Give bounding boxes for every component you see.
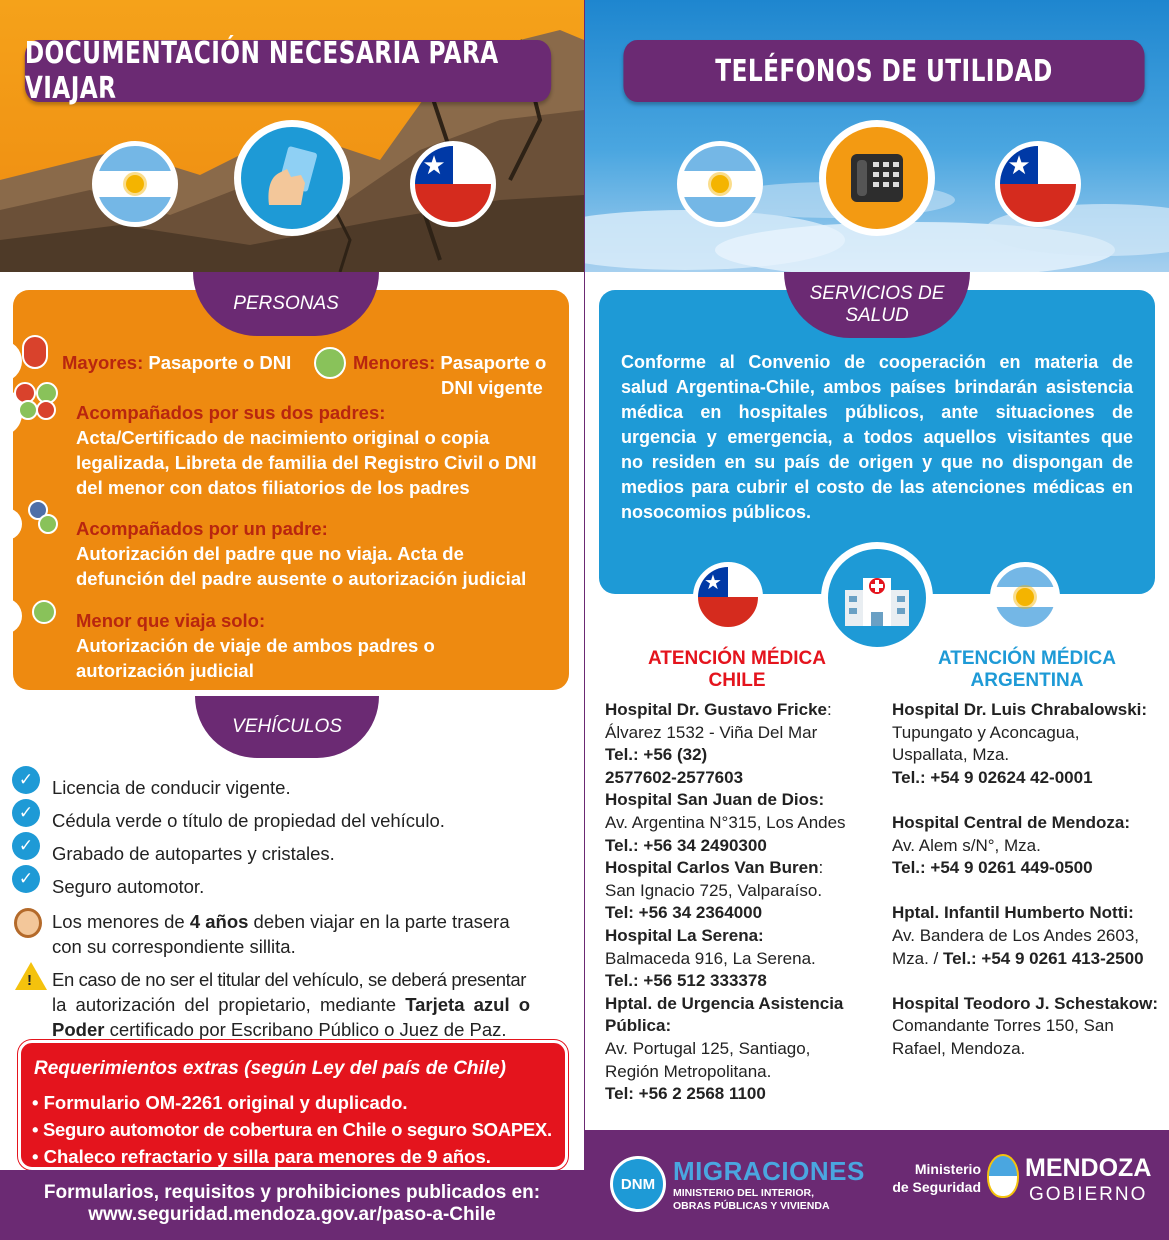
hospital-line: Hospital Dr. Luis Chrabalowski: (892, 700, 1148, 719)
item-2-label: Acompañados por un padre: (76, 518, 328, 539)
menores-rule: Los menores de 4 años deben viajar en la parte trasera (52, 911, 510, 932)
documentation-panel (0, 0, 584, 1240)
salud-pill: SERVICIOS DE SALUD (784, 272, 970, 338)
argentina-flag-icon (677, 141, 763, 227)
salud-line: salud Argentina-Chile, ambos países brindarán asistencia (621, 377, 1133, 397)
ministerio-seguridad: Ministerio de Seguridad (892, 1161, 981, 1195)
argentina-flag-icon (990, 562, 1060, 632)
footer-text: Formularios, requisitos y prohibiciones publicados en: (43, 1182, 541, 1203)
hospital-line: Av. Argentina N°315, Los Andes (605, 813, 846, 832)
warning-line: En caso de no ser el titular del vehículo, se deberá presentar (52, 969, 526, 990)
item-1-line: legalizada, Libreta de familia del Registro Civil o DNI (76, 452, 537, 473)
left-title: DOCUMENTACIÓN NECESARIA PARA VIAJAR (25, 40, 551, 102)
hospital-line: Balmaceda 916, La Serena. (605, 948, 816, 968)
salud-line: nosocomios públicos. (621, 502, 812, 522)
hospital-line: Tel.: +54 9 02624 42-0001 (892, 767, 1093, 787)
item-3-line: autorización judicial (76, 660, 254, 681)
hospital-line: Tel: +56 2 2568 1100 (605, 1084, 766, 1104)
check-icon: ✓ (12, 766, 40, 794)
vehicle-requirement: Grabado de autopartes y cristales. (52, 843, 335, 864)
check-icon: ✓ (12, 832, 40, 860)
check-icon: ✓ (12, 865, 40, 893)
adult-avatar-icon (22, 335, 48, 369)
child-avatar-icon (36, 400, 56, 420)
document-hand-icon (234, 120, 350, 236)
hospital-line: Tel.: +56 34 2490300 (605, 835, 767, 855)
item-2-line: Autorización del padre que no viaja. Acta de (76, 543, 464, 564)
hospital-line: Tel.: +56 (32) (605, 745, 708, 765)
hospital-line: Rafael, Mendoza. (892, 1039, 1026, 1058)
menores-line: Menores: Pasaporte o (353, 352, 547, 373)
hospital-line: Hospital San Juan de Dios: (605, 790, 825, 810)
child-avatar-icon (38, 514, 58, 534)
hospital-line: Comandante Torres 150, San (892, 1016, 1114, 1036)
hospital-line: Hptal. Infantil Humberto Notti: (892, 903, 1134, 923)
phones-panel (585, 0, 1169, 1240)
item-1-line: del menor con datos filiatorios de los padres (76, 477, 470, 498)
hospital-line: Álvarez 1532 - Viña Del Mar (605, 722, 818, 742)
chile-flag-icon: ★ (693, 562, 763, 632)
footer-link[interactable]: www.seguridad.mendoza.gov.ar/paso-a-Chile (88, 1204, 496, 1225)
hospital-line: San Ignacio 725, Valparaíso. (605, 880, 823, 900)
telephone-icon (819, 120, 935, 236)
warning-line-2: la autorización del propietario, mediante Tarjeta azul o (52, 994, 531, 1015)
hospital-line: Hptal. de Urgencia Asistencia (605, 993, 844, 1013)
hospital-line: Av. Portugal 125, Santiago, (605, 1039, 811, 1058)
salud-line: Conforme al Convenio de cooperación en materia de (621, 352, 1133, 372)
item-2-line: defunción del padre ausente o autorización judicial (76, 568, 527, 589)
hospital-line: Tel.: +56 512 333378 (605, 971, 767, 991)
item-1-label: Acompañados por sus dos padres: (76, 402, 386, 423)
hospital-line: Hospital Dr. Gustavo Fricke: (605, 700, 832, 719)
right-title: TELÉFONOS DE UTILIDAD (623, 40, 1144, 102)
ministerio-interior: MINISTERIO DEL INTERIOR, OBRAS PÚBLICAS Y VIVIENDA (673, 1187, 830, 1212)
left-footer (0, 1170, 584, 1240)
extras-title: Requerimientos extras (según Ley del país de Chile) (34, 1058, 506, 1079)
item-1-line: Acta/Certificado de nacimiento original o copia (76, 427, 490, 448)
mayores-line: Mayores: Pasaporte o DNI (62, 352, 292, 373)
mendoza-shield-icon (987, 1154, 1019, 1198)
hospital-line: Hospital Teodoro J. Schestakow: (892, 993, 1159, 1013)
hospital-line: Hospital Carlos Van Buren: (605, 858, 824, 878)
salud-line: medios para cubrir el costo de las atenciones médicas en (621, 477, 1133, 497)
chile-heading: ATENCIÓN MÉDICA CHILE (647, 648, 827, 691)
warning-mark: ! (27, 972, 32, 989)
hospital-icon (821, 542, 933, 654)
hospital-line: Pública: (605, 1016, 672, 1036)
item-3-label: Menor que viaja solo: (76, 610, 266, 631)
migraciones-logo: MIGRACIONES (673, 1156, 865, 1186)
vehicle-requirement: Seguro automotor. (52, 876, 205, 897)
personas-pill: PERSONAS (193, 272, 379, 336)
hospital-line: Hospital Central de Mendoza: (892, 813, 1131, 832)
hospital-line: Hospital La Serena: (605, 926, 764, 945)
extras-item: • Seguro automotor de cobertura en Chile o seguro SOAPEX. (32, 1119, 552, 1140)
extras-item: • Formulario OM-2261 original y duplicado. (32, 1092, 408, 1113)
child-icon (14, 908, 42, 938)
item-3-line: Autorización de viaje de ambos padres o (76, 635, 435, 656)
dnm-logo: DNM (610, 1156, 666, 1212)
salud-line: no residen en su país de origen y que no dispongan de (621, 452, 1133, 472)
warning-line-3: Poder certificado por Escribano Público o Juez de Paz. (52, 1019, 507, 1040)
hospital-line: Tupungato y Aconcagua, (892, 722, 1080, 742)
sky-header (585, 0, 1169, 272)
check-icon: ✓ (12, 799, 40, 827)
salud-line: urgencia y emergencia, a todos aquellos visitantes que (621, 427, 1133, 447)
mendoza-logo: MENDOZA (1025, 1154, 1152, 1182)
child-avatar-icon (18, 400, 38, 420)
child-avatar-icon (314, 347, 346, 379)
child-avatar-icon (32, 600, 56, 624)
gobierno-logo: GOBIERNO (1029, 1184, 1148, 1205)
hospital-line: Uspallata, Mza. (892, 745, 1010, 765)
menores-rule-2: con su correspondiente sillita. (52, 936, 296, 957)
argentina-flag-icon (92, 141, 178, 227)
hospital-line: 2577602-2577603 (605, 767, 744, 787)
right-footer (585, 1130, 1169, 1240)
hospital-line: Av. Alem s/N°, Mza. (892, 835, 1041, 855)
salud-line: médica en hospitales públicos, ante situaciones de (621, 402, 1133, 422)
vehicle-requirement: Licencia de conducir vigente. (52, 777, 291, 798)
hospital-line: Región Metropolitana. (605, 1061, 772, 1081)
hospital-line: Tel: +56 34 2364000 (605, 903, 763, 923)
chile-flag-icon: ★ (995, 141, 1081, 227)
vehiculos-pill: VEHÍCULOS (195, 696, 379, 758)
extras-item: • Chaleco refractario y silla para menores de 9 años. (32, 1146, 491, 1167)
mountain-header (0, 0, 584, 272)
vehicle-requirement: Cédula verde o título de propiedad del vehículo. (52, 810, 445, 831)
hospital-line: Tel.: +54 9 0261 449-0500 (892, 858, 1093, 878)
hospital-line: Mza. / Tel.: +54 9 0261 413-2500 (892, 948, 1144, 968)
menores-line-2: DNI vigente (441, 377, 543, 398)
argentina-heading: ATENCIÓN MÉDICA ARGENTINA (937, 648, 1117, 691)
chile-flag-icon: ★ (410, 141, 496, 227)
hospital-line: Av. Bandera de Los Andes 2603, (892, 926, 1140, 945)
